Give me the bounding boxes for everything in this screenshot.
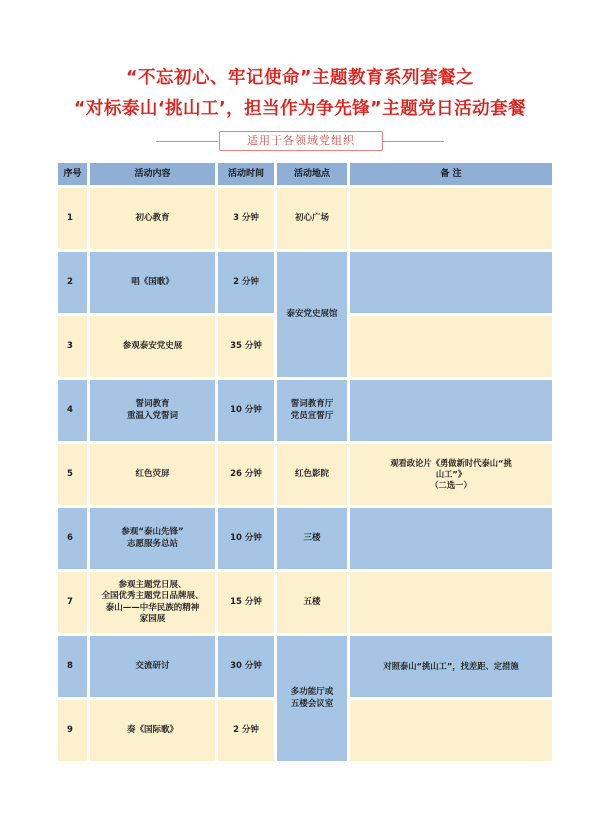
row-index: 6 xyxy=(58,508,87,569)
row-time: 2 分钟 xyxy=(218,252,274,313)
row-time: 30 分钟 xyxy=(218,636,274,697)
row-content: 红色荧屏 xyxy=(90,444,215,505)
row-index: 5 xyxy=(58,444,87,505)
row-time: 35 分钟 xyxy=(218,316,274,377)
row-content: 交流研讨 xyxy=(90,636,215,697)
subtitle-rule-right xyxy=(382,141,444,142)
row-location: 红色影院 xyxy=(277,444,347,505)
activity-table xyxy=(58,163,552,761)
row-notes xyxy=(350,572,552,633)
row-index: 4 xyxy=(58,380,87,441)
row-location: 五楼 xyxy=(277,572,347,633)
row-content: 参观主题党日展、 全国优秀主题党日品牌展、 泰山——中华民族的精神 家园展 xyxy=(90,572,215,633)
subtitle: 适用于各领域党组织 xyxy=(219,131,383,151)
row-notes xyxy=(350,316,552,377)
subtitle-rule-left xyxy=(156,141,218,142)
row-location: 初心广场 xyxy=(277,188,347,249)
row-time: 15 分钟 xyxy=(218,572,274,633)
row-location: 誓词教育厅 党员宣誓厅 xyxy=(277,380,347,441)
title-line-2: “对标泰山‘挑山工’，担当作为争先锋”主题党日活动套餐 xyxy=(73,99,527,119)
row-content: 参观“泰山先锋” 志愿服务总站 xyxy=(90,508,215,569)
header-content: 活动内容 xyxy=(90,163,215,185)
row-location: 多功能厅或 五楼会议室 xyxy=(277,636,347,761)
row-notes xyxy=(350,380,552,441)
row-location: 泰安党史展馆 xyxy=(277,252,347,377)
row-time: 10 分钟 xyxy=(218,508,274,569)
row-notes xyxy=(350,700,552,761)
header-time: 活动时间 xyxy=(218,163,274,185)
row-time: 10 分钟 xyxy=(218,380,274,441)
header-index: 序号 xyxy=(58,163,87,185)
row-location: 三楼 xyxy=(277,508,347,569)
row-notes: 观看政论片《勇做新时代泰山“挑 山工”》 （二选一） xyxy=(350,444,552,505)
row-content: 誓词教育 重温入党誓词 xyxy=(90,380,215,441)
row-index: 9 xyxy=(58,700,87,761)
header-location: 活动地点 xyxy=(277,163,347,185)
header-notes: 备 注 xyxy=(350,163,552,185)
row-content: 奏《国际歌》 xyxy=(90,700,215,761)
row-index: 3 xyxy=(58,316,87,377)
row-content: 初心教育 xyxy=(90,188,215,249)
row-time: 26 分钟 xyxy=(218,444,274,505)
row-time: 3 分钟 xyxy=(218,188,274,249)
row-index: 2 xyxy=(58,252,87,313)
row-index: 1 xyxy=(58,188,87,249)
row-index: 8 xyxy=(58,636,87,697)
row-index: 7 xyxy=(58,572,87,633)
row-notes xyxy=(350,188,552,249)
row-content: 唱《国歌》 xyxy=(90,252,215,313)
row-content: 参观泰安党史展 xyxy=(90,316,215,377)
row-notes: 对照泰山“挑山工”，找差距、定措施 xyxy=(350,636,552,697)
row-notes xyxy=(350,252,552,313)
title-line-1: “不忘初心、牢记使命”主题教育系列套餐之 xyxy=(125,68,474,88)
row-notes xyxy=(350,508,552,569)
row-time: 2 分钟 xyxy=(218,700,274,761)
